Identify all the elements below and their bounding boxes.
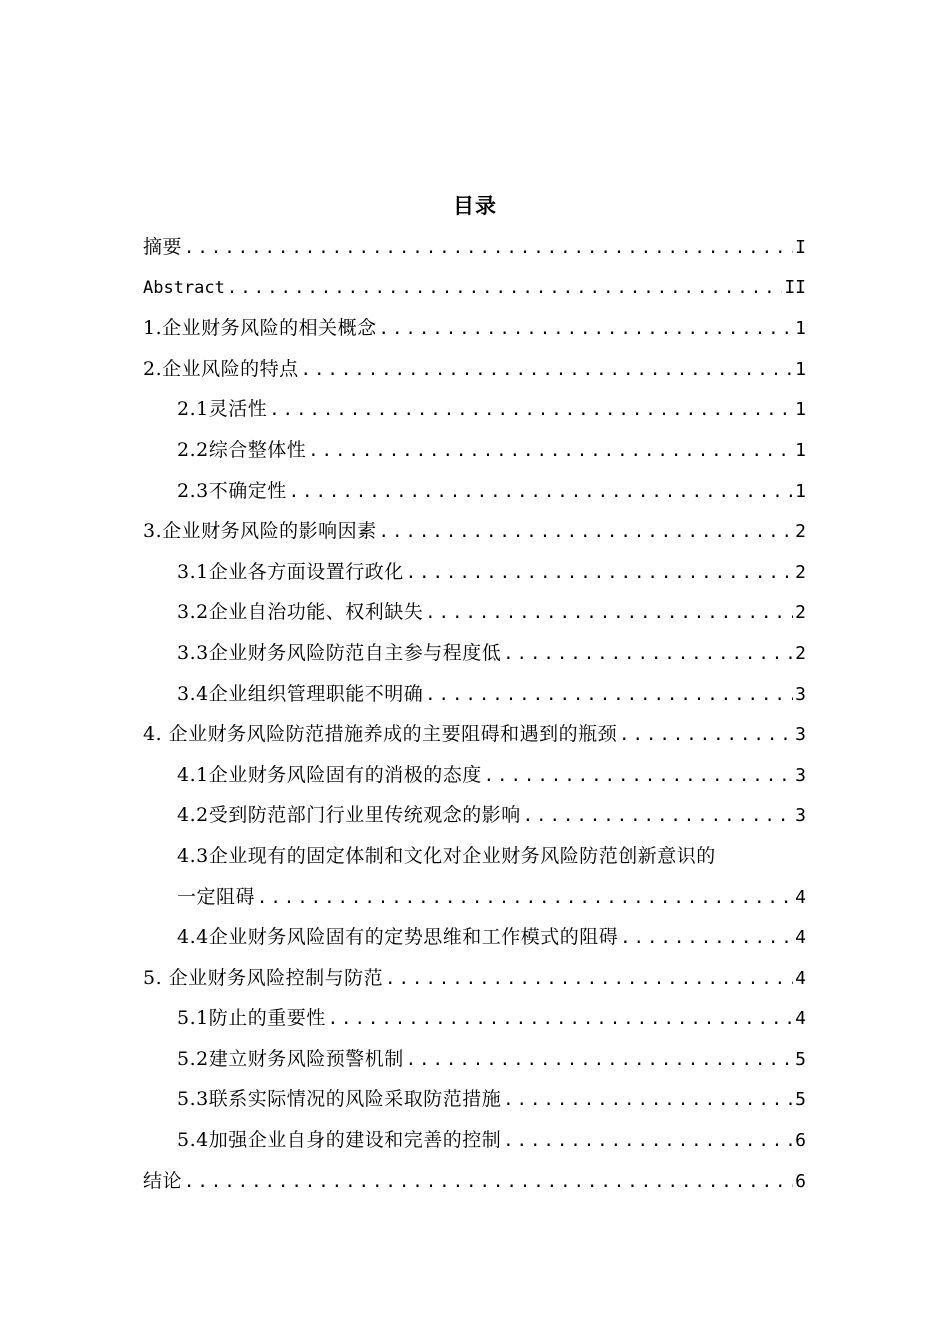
toc-page-number: 4 [795, 1008, 806, 1030]
toc-entry [143, 1161, 806, 1202]
toc-dot-leader [425, 593, 793, 633]
toc-dot-leader [289, 472, 793, 512]
toc-entry-text: 1.企业财务风险的相关概念 [143, 317, 377, 340]
toc-dot-leader [406, 1040, 793, 1080]
toc-page-number: 3 [795, 805, 806, 827]
toc-entry [143, 998, 806, 1039]
toc-dot-leader [385, 959, 793, 999]
toc-dot-leader [406, 553, 793, 593]
toc-dot-leader [257, 878, 793, 918]
toc-title: 目录 [453, 194, 497, 218]
toc-entry-text: 3.4企业组织管理职能不明确 [177, 682, 424, 705]
toc-dot-leader [308, 431, 793, 471]
toc-entry-text: 结论 [143, 1169, 183, 1192]
toc-entry-text: Abstract [143, 277, 225, 298]
toc-dot-leader [184, 1162, 793, 1202]
toc-entry [143, 958, 806, 999]
toc-dot-leader [301, 350, 794, 390]
toc-entry-text: 4.2受到防范部门行业里传统观念的影响 [177, 804, 521, 827]
toc-dot-leader [619, 715, 793, 755]
toc-page-number: 6 [795, 1170, 806, 1192]
toc-page-number: 5 [795, 1048, 806, 1070]
toc-page-number: 1 [795, 318, 806, 340]
toc-entry-text: 2.3不确定性 [177, 479, 287, 502]
toc-entry-text: 5.4加强企业自身的建设和完善的控制 [177, 1129, 502, 1152]
toc-entry [143, 633, 806, 674]
toc-entry [143, 795, 806, 836]
toc-entry [143, 552, 806, 593]
toc-entry [143, 349, 806, 390]
toc-page-number: 3 [795, 683, 806, 705]
toc-page-number: 1 [795, 480, 806, 502]
toc-page-number: 2 [795, 521, 806, 543]
toc-page-number: 4 [795, 967, 806, 989]
toc-entry-text: 2.企业风险的特点 [143, 357, 299, 380]
toc-entry-first-line [143, 836, 806, 877]
toc-dot-leader [503, 1080, 793, 1120]
toc-dot-leader [379, 512, 794, 552]
toc-page-number: 2 [795, 642, 806, 664]
toc-dot-leader [379, 309, 794, 349]
toc-page-number: 1 [795, 399, 806, 421]
toc-page-number: 3 [795, 724, 806, 746]
toc-entry-text: 5.2建立财务风险预警机制 [177, 1047, 404, 1070]
toc-entry [143, 389, 806, 430]
toc-entry [143, 755, 806, 796]
toc-entry-text: 5.3联系实际情况的风险采取防范措施 [177, 1088, 502, 1111]
toc-page-number: 6 [795, 1130, 806, 1152]
toc-entry-text: 4.3企业现有的固定体制和文化对企业财务风险防范创新意识的 [177, 844, 716, 867]
toc-entry [143, 714, 806, 755]
toc-entry [143, 268, 806, 309]
toc-entry [143, 430, 806, 471]
toc-entry-text: 4.1企业财务风险固有的消极的态度 [177, 763, 482, 786]
toc-page-number: I [795, 237, 806, 258]
toc-page-number: 1 [795, 439, 806, 461]
toc-entry-text: 5. 企业财务风险控制与防范 [143, 966, 384, 989]
toc-entry-text: 3.3企业财务风险防范自主参与程度低 [177, 641, 502, 664]
toc-dot-leader [184, 228, 793, 268]
toc-entry-text: 3.1企业各方面设置行政化 [177, 560, 404, 583]
toc-entry-text: 4. 企业财务风险防范措施养成的主要阻碍和遇到的瓶颈 [143, 723, 618, 746]
toc-entry-text: 2.2综合整体性 [177, 438, 307, 461]
toc-dot-leader [425, 675, 793, 715]
toc-entry [143, 308, 806, 349]
toc-page-number: 1 [795, 358, 806, 380]
toc-entry [143, 917, 806, 958]
toc-page-number: 5 [795, 1089, 806, 1111]
toc-entry-continuation-text: 一定阻碍 [177, 885, 256, 908]
toc-page-number: 3 [795, 764, 806, 786]
toc-entry-text: 3.2企业自治功能、权利缺失 [177, 601, 424, 624]
toc-dot-leader [503, 1121, 793, 1161]
toc-dot-leader [620, 918, 793, 958]
toc-entry [143, 592, 806, 633]
toc-page-number: 2 [795, 602, 806, 624]
toc-entry-continuation [143, 877, 806, 918]
toc-entry [143, 511, 806, 552]
toc-entry [143, 1120, 806, 1161]
toc-dot-leader [484, 756, 793, 796]
toc-entry-text: 3.企业财务风险的影响因素 [143, 520, 377, 543]
toc-entry [143, 674, 806, 715]
toc-entry [143, 471, 806, 512]
toc-page-number: 2 [795, 561, 806, 583]
toc-entry-text: 5.1防止的重要性 [177, 1007, 326, 1030]
toc-dot-leader [503, 634, 793, 674]
toc-dot-leader [227, 268, 782, 309]
toc-entry-text: 摘要 [143, 236, 183, 258]
toc-page-number: 4 [795, 886, 806, 908]
toc-list [143, 227, 806, 1201]
toc-entry-text: 2.1灵活性 [177, 398, 268, 421]
toc-entry [143, 227, 806, 268]
toc-dot-leader [328, 999, 793, 1039]
toc-entry [143, 1079, 806, 1120]
toc-dot-leader [523, 796, 793, 836]
toc-page-number: II [784, 276, 806, 298]
toc-entry [143, 1039, 806, 1080]
toc-entry-text: 4.4企业财务风险固有的定势思维和工作模式的阻碍 [177, 926, 619, 949]
toc-page-number: 4 [795, 927, 806, 949]
toc-dot-leader [269, 390, 793, 430]
